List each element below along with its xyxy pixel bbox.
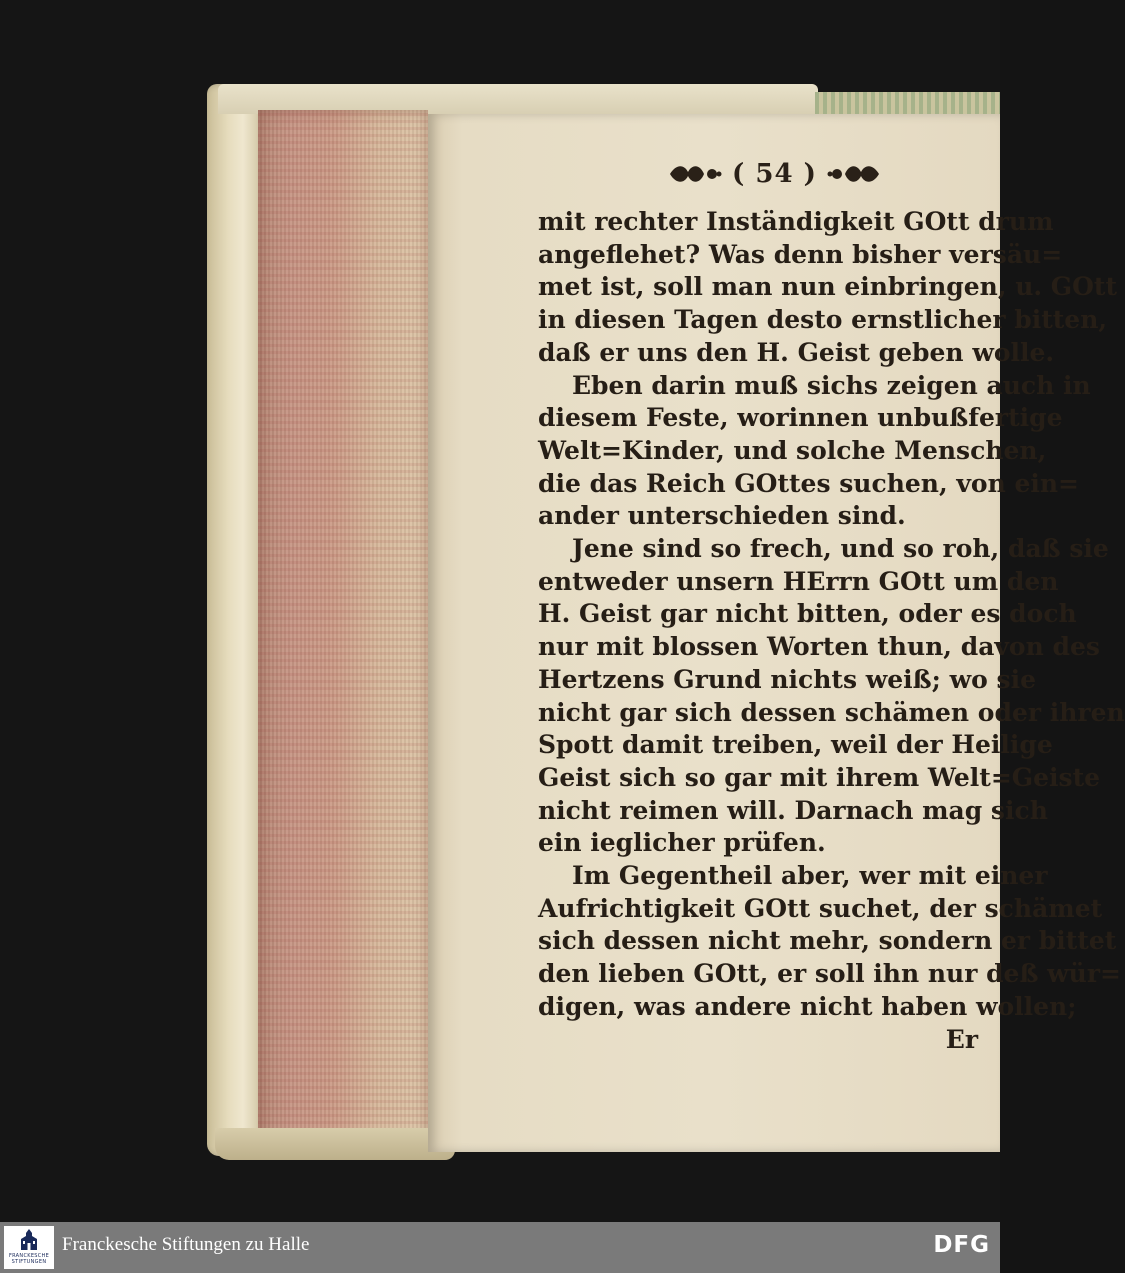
text-line: Aufrichtigkeit GOtt suchet, der schämet xyxy=(538,893,1103,923)
text-line: Geist sich so gar mit ihrem Welt=Geiste xyxy=(538,762,1101,792)
text-line: den lieben GOtt, er soll ihn nur deß wür= xyxy=(538,959,1121,989)
building-icon xyxy=(19,1229,39,1251)
text-line: Spott damit treiben, weil der Heilige xyxy=(538,730,1053,760)
text-line: nur mit blossen Worten thun, davon des xyxy=(538,632,1100,662)
text-line: daß er uns den H. Geist geben wolle. xyxy=(538,337,1055,367)
text-line: nicht reimen will. Darnach mag sich xyxy=(538,795,1048,825)
text-line: in diesen Tagen desto ernstlicher bitten, xyxy=(538,305,1108,335)
logo-text: FRANCKESCHE xyxy=(8,1253,50,1259)
text-line: Jene sind so frech, und so roh, daß sie xyxy=(572,534,1109,564)
book-cover-bottom xyxy=(215,1128,455,1160)
book-page xyxy=(428,114,1125,1152)
text-line: die das Reich GOttes suchen, von ein= xyxy=(538,468,1079,498)
text-line: angeflehet? Was denn bisher versäu= xyxy=(538,239,1063,269)
page-body-text xyxy=(538,206,1125,1056)
text-line: mit rechter Inständigkeit GOtt drum xyxy=(538,207,1054,236)
footer-bar xyxy=(0,1222,1000,1273)
text-line: sich dessen nicht mehr, sondern er bittet xyxy=(538,926,1117,956)
text-line: Eben darin muß sichs zeigen auch in xyxy=(572,370,1091,400)
franckesche-stiftungen-logo[interactable] xyxy=(4,1226,54,1269)
text-line: Im Gegentheil aber, wer mit einer xyxy=(572,861,1048,891)
dfg-logo[interactable]: DFG xyxy=(933,1232,990,1258)
logo-text: STIFTUNGEN xyxy=(11,1259,47,1265)
text-line: nicht gar sich dessen schämen oder ihren xyxy=(538,697,1125,727)
institution-name: Franckesche Stiftungen zu Halle xyxy=(62,1234,310,1255)
text-line: diesem Feste, worinnen unbußfertige xyxy=(538,403,1063,433)
book-cover-edge xyxy=(815,92,1000,116)
text-line: met ist, soll man nun einbringen, u. GOtt xyxy=(538,272,1118,302)
text-line: digen, was andere nicht haben wollen; xyxy=(538,991,1077,1021)
text-line: ein ieglicher prüfen. xyxy=(538,828,826,858)
book-page-edges xyxy=(258,110,428,1152)
text-line: Welt=Kinder, und solche Menschen, xyxy=(538,435,1047,465)
text-line: entweder unsern HErrn GOtt um den xyxy=(538,566,1059,596)
ornament-left-icon xyxy=(668,162,722,186)
page-number: ( 54 ) xyxy=(732,159,817,189)
text-line: ander unterschieden sind. xyxy=(538,501,906,531)
page-header xyxy=(668,154,881,194)
text-line: H. Geist gar nicht bitten, oder es doch xyxy=(538,599,1077,629)
catchword: Er xyxy=(945,1024,978,1054)
text-line: Hertzens Grund nichts weiß; wo sie xyxy=(538,664,1036,694)
ornament-right-icon xyxy=(827,162,881,186)
